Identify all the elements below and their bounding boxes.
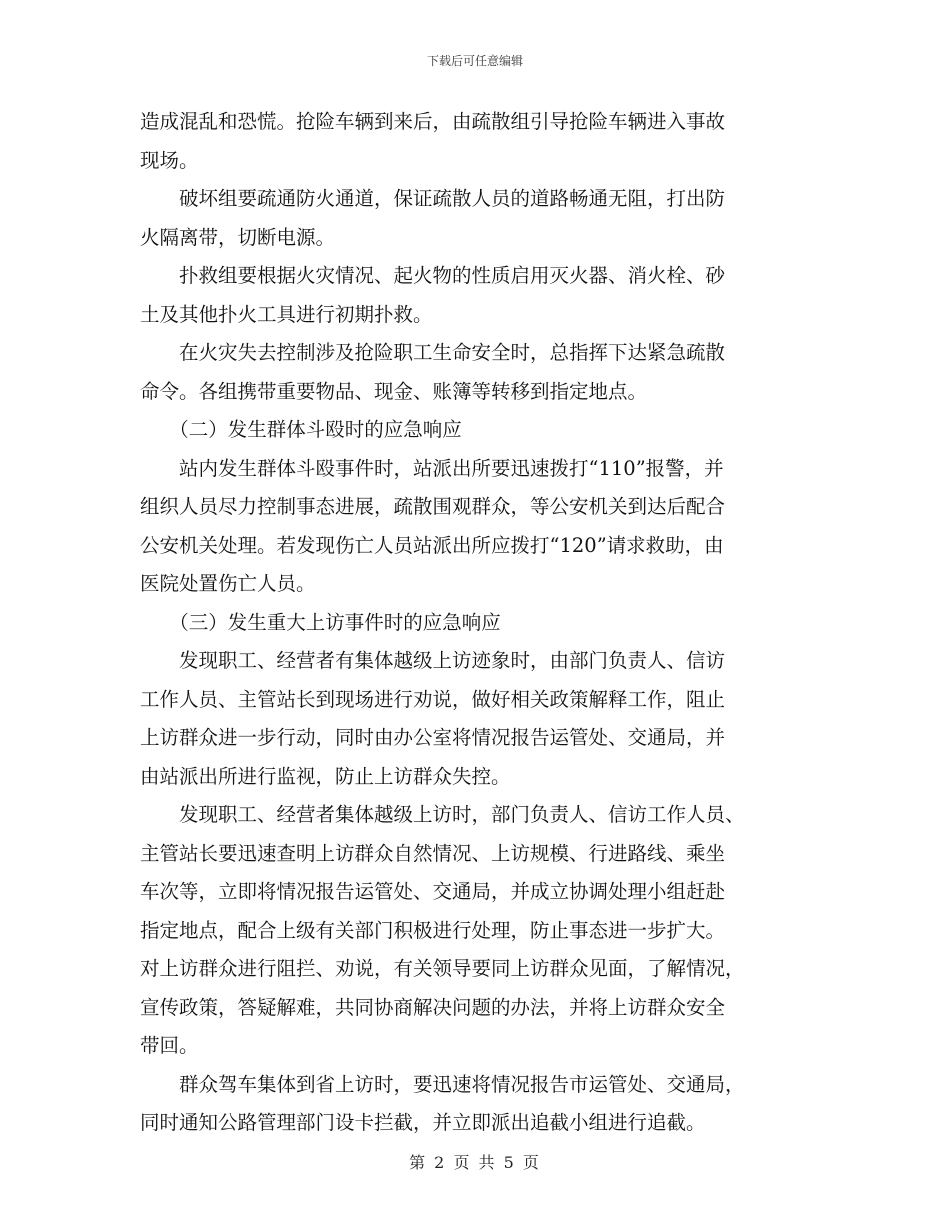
text-line: 公安机关处理。若发现伤亡人员站派出所应拨打“120”请求救助，由 [140, 533, 724, 557]
page-header: 下载后可任意编辑 [426, 54, 523, 68]
text-line: 发现职工、经营者有集体越级上访迹象时，由部门负责人、信访 [140, 649, 726, 672]
text-line: 站内发生群体斗殴事件时，站派出所要迅速拨打“110”报警，并 [140, 456, 724, 480]
text-line: 造成混乱和恐慌。抢险车辆到来后，由疏散组引导抢险车辆进入事故 [140, 110, 726, 133]
text-line: 命令。各组携带重要物品、现金、账簿等转移到指定地点。 [140, 379, 648, 403]
text-line: 现场。 [140, 148, 199, 172]
page-footer: 第 2 页 共 5 页 [409, 1153, 541, 1172]
text-line: 火隔离带，切断电源。 [140, 225, 336, 249]
text-line: 车次等，立即将情况报告运管处、交通局，并成立协调处理小组赶赴 [140, 880, 726, 903]
text-line: 发现职工、经营者集体越级上访时，部门负责人、信访工作人员、 [140, 803, 745, 826]
text-line: 医院处置伤亡人员。 [140, 572, 316, 595]
text-line: 主管站长要迅速查明上访群众自然情况、上访规模、行进路线、乘坐 [140, 841, 726, 865]
text-line: 群众驾车集体到省上访时，要迅速将情况报告市运管处、交通局， [140, 1072, 745, 1096]
text-line: 对上访群众进行阻拦、劝说，有关领导要同上访群众见面，了解情况， [140, 957, 745, 980]
document-body [140, 103, 810, 1143]
text-line: 带回。 [140, 1034, 199, 1057]
text-line: （二）发生群体斗殴时的应急响应 [140, 418, 462, 441]
text-line: 土及其他扑火工具进行初期扑救。 [140, 302, 433, 326]
text-line: 由站派出所进行监视，防止上访群众失控。 [140, 764, 511, 788]
text-line: 破坏组要疏通防火通道，保证疏散人员的道路畅通无阻，打出防 [140, 187, 726, 210]
text-line: 同时通知公路管理部门设卡拦截，并立即派出追截小组进行追截。 [140, 1111, 706, 1134]
text-line: 上访群众进一步行动，同时由办公室将情况报告运管处、交通局，并 [140, 726, 726, 749]
text-line: 组织人员尽力控制事态进展，疏散围观群众，等公安机关到达后配合 [140, 495, 726, 518]
text-line: 扑救组要根据火灾情况、起火物的性质启用灭火器、消火栓、砂 [140, 264, 726, 287]
text-line: 宣传政策，答疑解难，共同协商解决问题的办法，并将上访群众安全 [140, 995, 726, 1019]
text-line: 工作人员、主管站长到现场进行劝说，做好相关政策解释工作，阻止 [140, 687, 726, 711]
text-line: 指定地点，配合上级有关部门积极进行处理，防止事态进一步扩大。 [140, 918, 726, 942]
text-line: 在火灾失去控制涉及抢险职工生命安全时，总指挥下达紧急疏散 [140, 341, 726, 364]
text-line: （三）发生重大上访事件时的应急响应 [140, 610, 501, 634]
